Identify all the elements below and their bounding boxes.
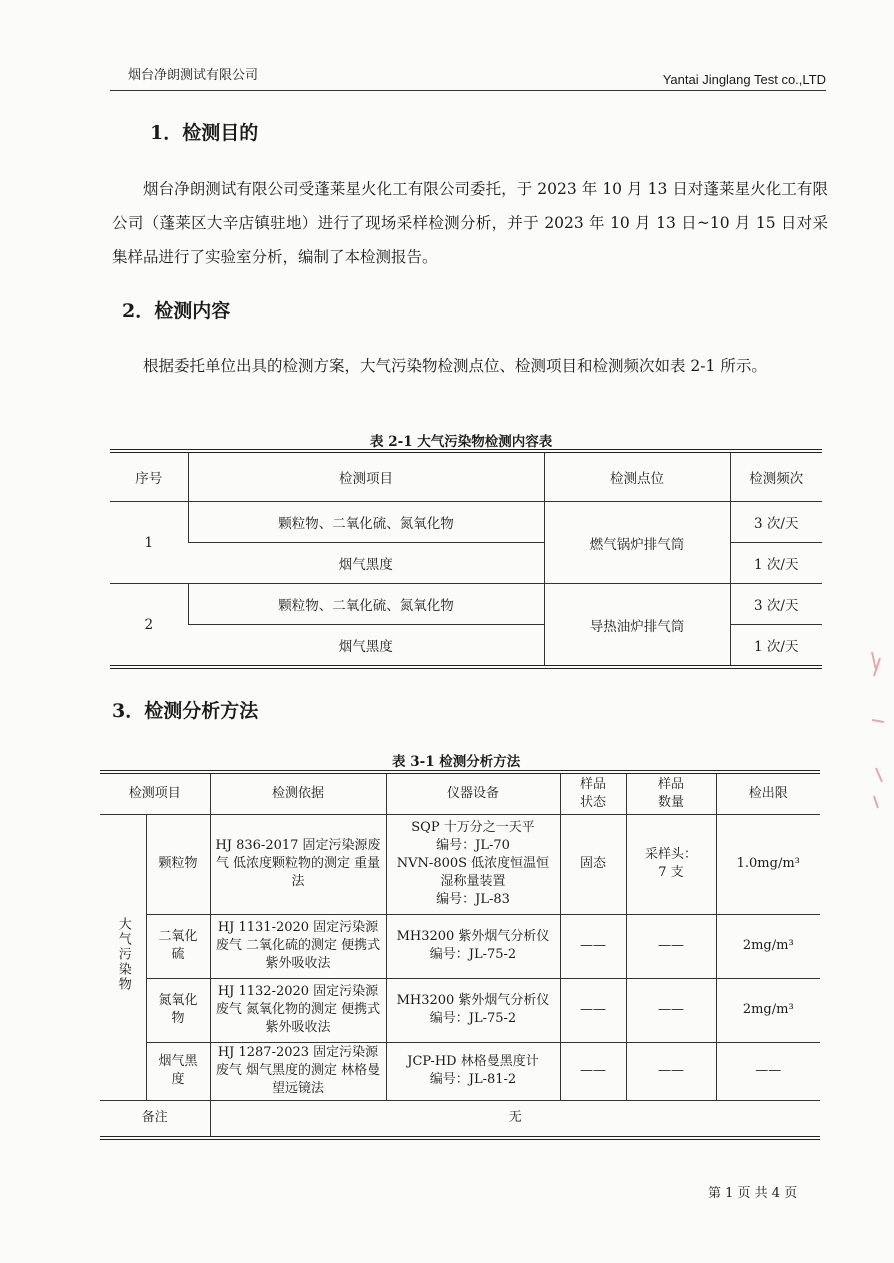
remark-value: 无: [210, 1100, 820, 1138]
section1-body: 烟台净朗测试有限公司受蓬莱星火化工有限公司委托，于 2023 年 10 月 13 日对蓬莱星火化工有限公司（蓬莱区大辛店镇驻地）进行了现场采样检测分析，并于 2023 年 10 月 13 日~10 月 15 日对采集样品进行了实验室分析，编制了本检测报告。: [112, 180, 828, 266]
table-row: [110, 584, 822, 625]
table-row: [110, 502, 822, 543]
pollutant-category-label: 大气污染物: [115, 916, 131, 992]
sample-state: ——: [560, 914, 626, 978]
table2-header-state: 样品 状态: [560, 772, 626, 814]
detection-item: 烟气黑度: [188, 543, 544, 584]
detection-location: 燃气锅炉排气筒: [544, 502, 730, 584]
method-item: 氮氧化物: [146, 978, 210, 1042]
detection-item: 烟气黑度: [188, 625, 544, 668]
detection-frequency: 1 次/天: [730, 625, 822, 668]
table1-caption: 表 2-1 大气污染物检测内容表: [370, 434, 553, 450]
header-company-cn: 烟台净朗测试有限公司: [128, 68, 259, 83]
table1-header-no: 序号: [110, 451, 188, 502]
sample-qty: 采样头： 7 支: [626, 814, 716, 914]
sample-state: ——: [560, 978, 626, 1042]
table2-header-qty: 样品 数量: [626, 772, 716, 814]
method-instrument: JCP-HD 林格曼黑度计 编号：JL-81-2: [386, 1042, 560, 1100]
detection-frequency: 3 次/天: [730, 584, 822, 625]
table-row: [100, 814, 820, 914]
table1-header-location: 检测点位: [544, 451, 730, 502]
detection-item: 颗粒物、二氧化硫、氮氧化物: [188, 584, 544, 625]
row-number: 1: [110, 502, 188, 584]
table2-header-basis: 检测依据: [210, 772, 386, 814]
detection-item: 颗粒物、二氧化硫、氮氧化物: [188, 502, 544, 543]
method-item: 烟气黑度: [146, 1042, 210, 1100]
remark-label: 备注: [100, 1100, 210, 1138]
method-basis: HJ 836-2017 固定污染源废气 低浓度颗粒物的测定 重量法: [210, 814, 386, 914]
method-instrument: SQP 十万分之一天平 编号：JL-70 NVN-800S 低浓度恒温恒湿称量装置 编号：JL-83: [386, 814, 560, 914]
section2-body: 根据委托单位出具的检测方案，大气污染物检测点位、检测项目和检测频次如表 2-1 所示。: [143, 357, 767, 375]
detection-location: 导热油炉排气筒: [544, 584, 730, 668]
method-instrument: MH3200 紫外烟气分析仪 编号：JL-75-2: [386, 914, 560, 978]
sample-state: ——: [560, 1042, 626, 1100]
method-instrument: MH3200 紫外烟气分析仪 编号：JL-75-2: [386, 978, 560, 1042]
detection-limit: 2mg/m³: [716, 978, 820, 1042]
method-item: 颗粒物: [146, 814, 210, 914]
section1-title: 1．检测目的: [150, 122, 259, 144]
table1-header-item: 检测项目: [188, 451, 544, 502]
section3-title: 3．检测分析方法: [112, 700, 259, 722]
method-basis: HJ 1287-2023 固定污染源废气 烟气黑度的测定 林格曼望远镜法: [210, 1042, 386, 1100]
table2-header-instrument: 仪器设备: [386, 772, 560, 814]
table-row: [100, 1042, 820, 1100]
detection-frequency: 3 次/天: [730, 502, 822, 543]
method-basis: HJ 1132-2020 固定污染源废气 氮氧化物的测定 便携式紫外吸收法: [210, 978, 386, 1042]
table2-header-limit: 检出限: [716, 772, 820, 814]
header-divider: [110, 90, 826, 91]
table1-header-frequency: 检测频次: [730, 451, 822, 502]
seal-stamp-fragment: [868, 650, 888, 810]
table-row: [100, 978, 820, 1042]
detection-limit: ——: [716, 1042, 820, 1100]
table-row: [100, 914, 820, 978]
analysis-method-table: [100, 770, 820, 1140]
sample-qty: ——: [626, 914, 716, 978]
method-basis: HJ 1131-2020 固定污染源废气 二氧化硫的测定 便携式紫外吸收法: [210, 914, 386, 978]
sample-qty: ——: [626, 978, 716, 1042]
header-company-en: Yantai Jinglang Test co.,LTD: [662, 72, 826, 87]
sample-qty: ——: [626, 1042, 716, 1100]
table2-caption: 表 3-1 检测分析方法: [392, 754, 521, 770]
sample-state: 固态: [560, 814, 626, 914]
detection-content-table: [110, 449, 822, 669]
row-number: 2: [110, 584, 188, 668]
detection-limit: 1.0mg/m³: [716, 814, 820, 914]
table-row: [100, 1100, 820, 1138]
page-number: 第 1 页 共 4 页: [708, 1186, 798, 1201]
detection-frequency: 1 次/天: [730, 543, 822, 584]
section2-title: 2．检测内容: [122, 300, 231, 322]
table2-header-item: 检测项目: [100, 772, 210, 814]
method-item: 二氧化硫: [146, 914, 210, 978]
pollutant-category: [100, 814, 146, 1100]
detection-limit: 2mg/m³: [716, 914, 820, 978]
